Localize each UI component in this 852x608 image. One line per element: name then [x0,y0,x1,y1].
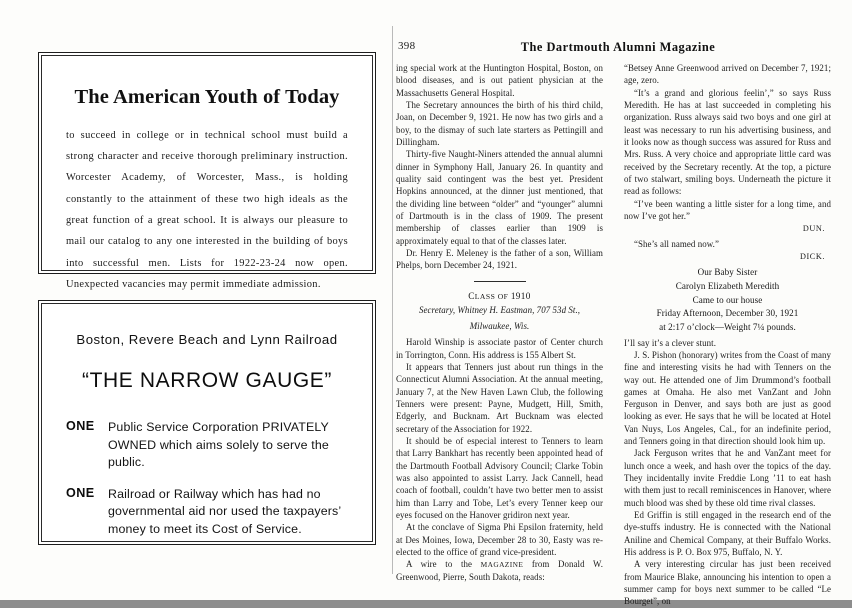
class-secretary-line-1: Secretary, Whitney H. Eastman, 707 53d St., [418,305,581,316]
card-signature-2: DICK. [799,251,825,261]
paragraph: The Secretary announces the birth of his third child, Joan, on December 9, 1921. He now has two girls and a boy, to the dismay of such late starters as Pettingill and Dillingham. [396,99,603,147]
paragraph-card-quote-1: “I’ve been wanting a little sister for a long time, and now I’ve got her.” [624,198,831,221]
ad-narrow-gauge-railroad-inner [41,303,373,542]
card-signature-1: DUN. [802,224,825,234]
ad-railroad-company-name: Boston, Revere Beach and Lynn Railroad [76,332,338,347]
advertisement-page [0,0,390,600]
ad-worcester-academy-headline: The American Youth of Today [74,86,340,108]
column-right [624,62,831,608]
class-heading [396,290,603,303]
announcement-line: Came to our house [692,294,763,305]
ad-worcester-academy-body: to succeed in college or in technical school must build a strong character and receive thorough preliminary instruction. Worcester Academy, of Worcester, Mass., is holding constantly to the attainment of these two high ideals as the great function of a great school. It is always our pleasure to mail our catalog to any one interested in the building of boys into successful men. Lists for 1922-23-24 now open. Unexpected vacancies may permit immediate admission. [66,129,348,290]
announcement-closing: I’ll say it’s a clever stunt. [624,337,717,348]
article-page [390,0,852,607]
ad-railroad-point-2-text: Railroad or Railway which has had no governmental aid nor used the taxpayers’ money to meet its Cost of Service. [108,486,341,537]
section-divider-rule [474,281,526,282]
paragraph: Harold Winship is associate pastor of Center church in Torrington, Conn. His address is 155 Albert St. [396,337,603,360]
paragraph-card-quote-2: “She’s all named now.” [634,238,719,249]
ad-railroad-point-2-marker: ONE [66,485,95,500]
birth-announcement [624,266,831,334]
paragraph: “Betsey Anne Greenwood arrived on December 7, 1921; age, zero. [624,63,831,86]
ad-worcester-academy [38,52,376,290]
ad-narrow-gauge-railroad [38,300,376,545]
wire-magazine-smallcaps: MAGAZINE [480,560,524,570]
paragraph: It appears that Tenners just about run things in the Connecticut Alumni Association. At the annual meeting, January 7, at the New Haven Lawn Club, the following Tenners were present: Payne, Mudgett, Hill, Smith, Edgerly, and Bucknam. Art Bucknam was elected secretary of the Association for 1922. [396,362,603,434]
class-heading-year: 1910 [510,290,531,301]
wire-intro-post: from Donald W. Greenwood, Pierre, South Dakota, reads: [396,559,603,582]
paragraph: At the conclave of Sigma Phi Epsilon fraternity, held at Des Moines, Iowa, December 28 to 30, Easty was re-elected to the office of grand vice-president. [396,522,603,557]
announcement-line: Our Baby Sister [697,267,758,278]
ad-railroad-point-1-text: Public Service Corporation PRIVATELY OWNED which aims solely to serve the public. [108,420,329,470]
class-heading-initial: C [468,290,475,301]
ad-railroad-point-1-marker: ONE [66,419,95,433]
announcement-line: Carolyn Elizabeth Meredith [675,280,780,291]
ad-railroad-point-2 [66,486,352,539]
paragraph: Ed Griffin is still engaged in the research end of the dye-stuffs industry. He is connected with the National Aniline and Chemical Company, at their Buffalo Works. His address is P. O. Box 975, Buffalo, N. Y. [624,510,831,558]
ad-worcester-academy-inner [41,55,373,290]
ad-railroad-slogan: “THE NARROW GAUGE” [82,369,332,392]
page-gutter-rule [392,26,393,574]
wire-intro-pre: A wire to the [406,559,481,570]
paragraph: J. S. Pishon (honorary) writes from the Coast of many fine and interesting visits he had with Tenners on the way out. He attended one of Jim Drummond’s football games at Omaha. He also met VanZant and John Ferguson in Denver, and says both are just as good looking as ever. He says that he will be located at Hotel Van Nuys, Los Angeles, Cal., for an indefinite period, and Tenners going in that direction should look him up. [624,349,831,447]
page-number: 398 [398,40,416,52]
paragraph: ing special work at the Huntington Hospital, Boston, on blood diseases, and is out patient physician at the Massachusetts General Hospital. [396,63,603,98]
paragraph: A very interesting circular has just been received from Maurice Blake, announcing his intention to open a summer camp for boys next summer to be called “Le Bourget”, on [624,559,831,607]
class-secretary-line-2: Milwaukee, Wis. [469,321,530,332]
paragraph: It should be of especial interest to Tenners to learn that Larry Bankhart has recently been appointed head of the Dartmouth Football Advisory Council; Clarke Tobin was also appointed to assist Larry. Jack Cannell, head coach of football, couldn’t have two better men to assist him than Larry and Tobe, Let’s every Tenner keep our eyes focused on the Hanover gridiron next year. [396,435,603,520]
paragraph: Dr. Henry E. Meleney is the father of a son, William Phelps, born December 24, 1921. [396,247,603,271]
magazine-title: The Dartmouth Alumni Magazine [520,40,716,54]
ad-railroad-point-1 [66,419,352,472]
announcement-line: Friday Afternoon, December 30, 1921 [656,308,799,319]
column-middle [396,62,603,583]
paragraph-wire [396,558,603,583]
announcement-line: at 2:17 o’clock—Weight 7¼ pounds. [659,321,796,332]
running-head [398,40,838,54]
paragraph: Jack Ferguson writes that he and VanZant meet for lunch once a week, and hash over the topics of the day. They incidentally invite Freddie Long ’11 to eat hash with them just to recall reminiscences in Hanover, where much blood was shed by these old time rival classes. [624,448,831,508]
paragraph: “It’s a grand and glorious feelin’,” so says Russ Meredith. He has at last succeeded in completing his organization. Russ always said two boys and one girl at least was necessary to run his advertising business, and it looks now as though success was assured for Russ and Mrs. Russ. A very choice and appropriate little card was received by the Secretary recently. At the top, a picture of two stalwart, smiling boys. Underneath the picture it read as follows: [624,87,831,197]
paragraph: Thirty-five Naught-Niners attended the annual alumni dinner in Symphony Hall, January 26. In quantity and quality said contingent was the best yet. President Hopkins announced, at the dinner just mentioned, that the dividing line between “older” and “younger” alumni of Dartmouth is in the class of 1909. The present membership of classes earlier than 1909 is approximately equal to that of the classes later. [396,149,603,246]
class-heading-smallcaps: LASS OF [474,291,511,301]
